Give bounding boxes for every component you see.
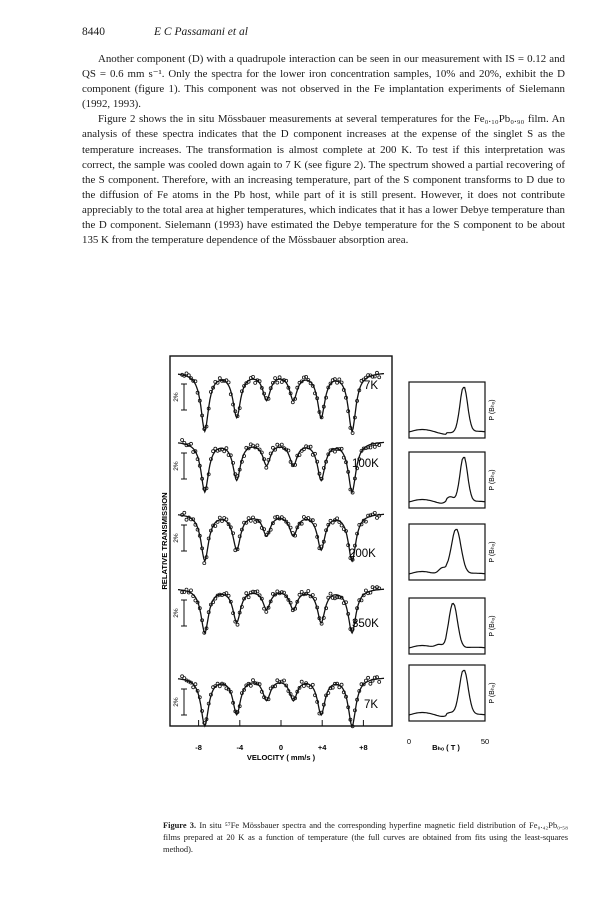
page-number: 8440 <box>82 26 105 38</box>
temperature-label: 7K <box>364 380 379 392</box>
data-point <box>307 590 310 593</box>
x-tick-label: 0 <box>278 743 284 752</box>
data-point <box>218 516 221 519</box>
temperature-label: 7K <box>364 699 379 711</box>
y-axis-label: RELATIVE TRANSMISSION <box>160 492 169 590</box>
data-point <box>190 589 193 592</box>
data-point <box>247 517 250 520</box>
data-point <box>340 524 343 527</box>
data-point <box>183 511 186 514</box>
data-point <box>367 676 370 679</box>
scale-label: 2% <box>173 392 180 402</box>
data-point <box>378 376 381 379</box>
paragraph: Another component (D) with a quadrupole interaction can be seen in our measurement with IS = 0.12 and QS = 0.6 mm s⁻¹. Only the spectra for the lower iron concentration samples, 10% and 20%, exhibit the D component (figure 1). This component was not observed in the Fe implantation experiments of Sielemann (1992, 1993). <box>82 53 565 111</box>
data-point <box>373 511 376 514</box>
data-point <box>300 680 303 683</box>
data-point <box>254 381 257 384</box>
data-point <box>187 374 190 377</box>
data-point <box>225 447 228 450</box>
scale-label: 2% <box>173 533 180 543</box>
data-point <box>203 562 206 565</box>
caption-text: In situ ⁵⁷Fe Mössbauer spectra and the corresponding hyperfine magnetic field distribution of Fe₀.₄₂Pb₀.₅₈ films prepared at 20 K as a function of temperature (the full curves are obtained from fits using the least-squares method). <box>163 821 568 854</box>
temperature-label: 200K <box>349 548 376 560</box>
dist-x-label: Bₕₒ ( T ) <box>432 743 460 752</box>
distribution-y-label: P (Bₕₒ) <box>489 399 496 421</box>
data-point <box>291 401 294 404</box>
data-point <box>340 683 343 686</box>
distribution-curve <box>409 604 485 649</box>
data-point <box>236 623 239 626</box>
x-tick-label: -4 <box>236 743 244 752</box>
data-point <box>364 679 367 682</box>
distribution-y-label: P (Bₕₒ) <box>489 469 496 491</box>
x-axis-label: VELOCITY ( mm/s ) <box>246 753 316 762</box>
data-point <box>336 517 339 520</box>
data-point <box>333 450 336 453</box>
data-point <box>364 589 367 592</box>
spectrum-curve <box>178 374 384 432</box>
data-point <box>265 466 268 469</box>
spectra-frame <box>170 356 392 726</box>
data-point <box>369 682 372 685</box>
data-point <box>256 444 259 447</box>
distribution-y-label: P (Bₕₒ) <box>489 615 496 637</box>
data-point <box>276 381 279 384</box>
data-point <box>378 680 381 683</box>
data-point <box>338 378 341 381</box>
data-point <box>351 432 354 435</box>
distribution-curve <box>409 671 485 717</box>
data-point <box>274 377 277 380</box>
dist-x-tick: 0 <box>406 737 412 746</box>
running-authors: E C Passamani et al <box>154 26 248 38</box>
data-point <box>227 594 230 597</box>
data-point <box>227 381 230 384</box>
data-point <box>223 450 226 453</box>
x-tick-label: +4 <box>317 743 327 752</box>
data-point <box>373 445 376 448</box>
x-axis-ticks <box>195 720 367 752</box>
data-point <box>249 684 252 687</box>
scale-label: 2% <box>173 697 180 707</box>
scale-label: 2% <box>173 461 180 471</box>
data-point <box>218 377 221 380</box>
distribution-y-label: P (Bₕₒ) <box>489 682 496 704</box>
data-point <box>278 376 281 379</box>
x-tick-label: +8 <box>359 743 368 752</box>
data-point <box>329 592 332 595</box>
data-point <box>280 443 283 446</box>
data-point <box>265 610 268 613</box>
data-point <box>302 685 305 688</box>
temperature-label: 350K <box>352 618 379 630</box>
data-point <box>298 593 301 596</box>
distribution-y-label: P (Bₕₒ) <box>489 541 496 563</box>
distribution-curve <box>409 530 485 575</box>
temperature-label: 100K <box>352 458 379 470</box>
scale-label: 2% <box>173 608 180 618</box>
data-point <box>252 679 255 682</box>
dist-x-tick: 50 <box>480 737 490 746</box>
scale-bars <box>173 384 187 715</box>
data-point <box>245 592 248 595</box>
data-point <box>192 686 195 689</box>
figure-caption <box>163 820 568 856</box>
data-point <box>247 596 250 599</box>
data-point <box>338 686 341 689</box>
x-tick-label: -8 <box>195 743 202 752</box>
data-point <box>218 685 221 688</box>
data-point <box>194 683 197 686</box>
data-point <box>181 439 184 442</box>
distribution-panels <box>409 382 496 721</box>
paragraph: Figure 2 shows the in situ Mössbauer measurements at several temperatures for the Fe₀.₁₀Pb₀.₉₀ film. An analysis of these spectra indicates that the D component increases at the expense of the singlet S as the temperature increases. The transformation is almost complete at 200 K. To test if this interpretation was correct, the sample was cooled down again to 7 K (see figure 2). The spectrum showed a partial recovering of the S component. Therefore, with an increasing temperature, part of the S component transforms to D due to the diffusion of Fe atoms in the Pb host, while part of it is still present. However, it does not contribute appreciably to the total area at higher temperatures, which indicates that it has a lower Debye temperature than the D component. Sielemann (1993) have estimated the Debye temperature for the S component to be about 135 K from the temperature dependence of the Mössbauer absorption area. <box>82 113 565 247</box>
data-point <box>311 683 314 686</box>
distribution-curve <box>409 458 485 504</box>
distribution-curve <box>409 388 485 435</box>
caption-label: Figure 3. <box>163 821 197 830</box>
